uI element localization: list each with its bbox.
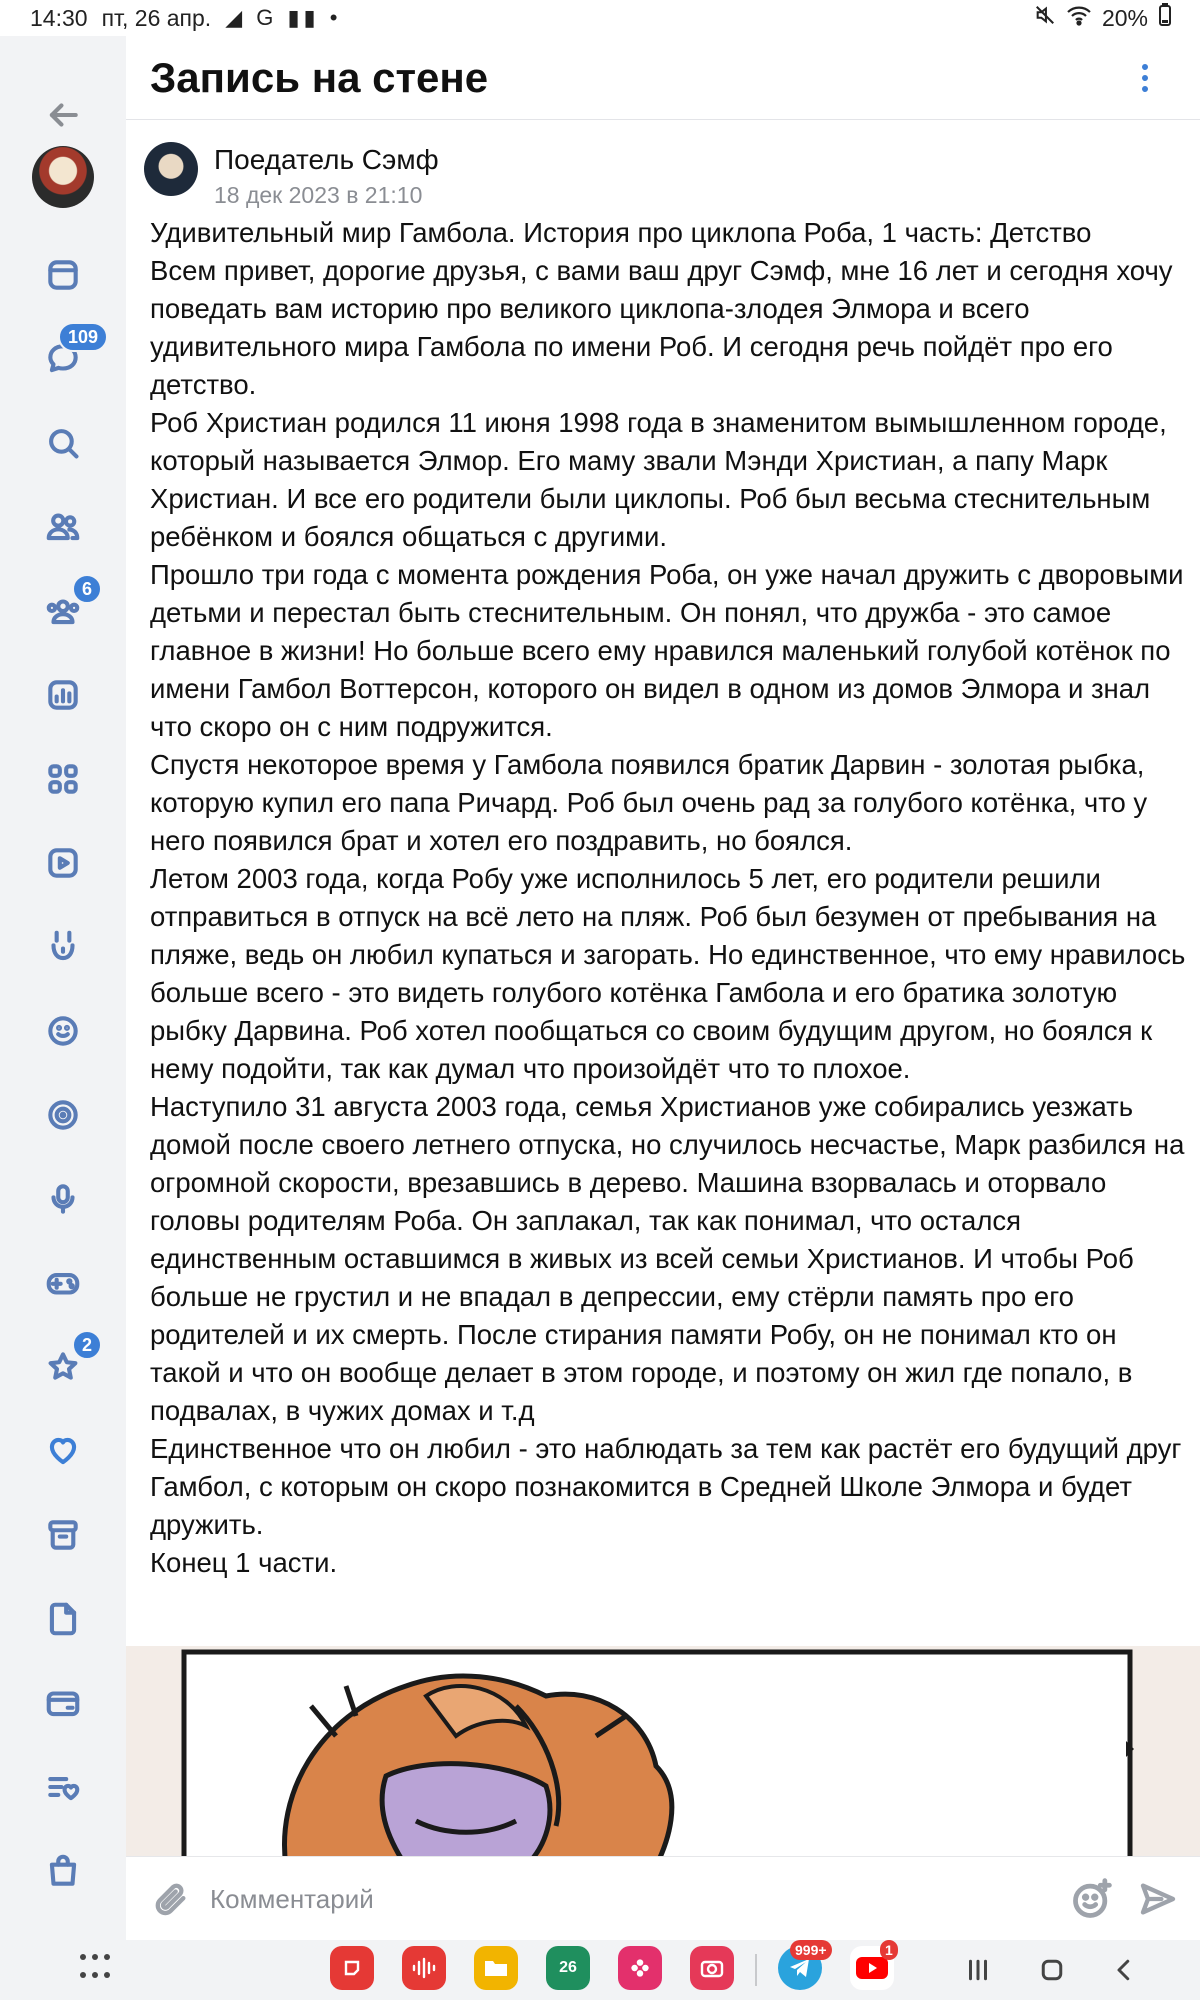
sidebar-item-payments[interactable] (32, 1672, 94, 1734)
comment-input[interactable] (210, 1875, 1010, 1923)
messages-badge: 109 (58, 322, 108, 352)
post-image[interactable] (126, 1646, 1200, 1866)
sidebar-item-podcasts[interactable] (32, 1168, 94, 1230)
feed-icon (44, 256, 82, 294)
back-button[interactable] (32, 84, 94, 146)
post-paragraph: Летом 2003 года, когда Робу уже исполнилось 5 лет, его родители решили отправиться в отпуск на всё лето на пляж. Роб был безумен от пребывания на пляже, ведь он любил купаться и загорать. Но единственное, что ему нравилось больше всего - это видеть голубого котёнка Гамбола и его братика золотую рыбку Дарвина. Роб хотел пообщаться со своим будущим другом, но боялся к нему подойти, так как думал что произойдёт что то плохое. (150, 863, 1186, 1084)
sidebar-item-feed[interactable] (32, 244, 94, 306)
sidebar-item-liked[interactable] (32, 1420, 94, 1482)
app-camera-icon[interactable] (690, 1946, 734, 1990)
recent-apps-button[interactable] (958, 1950, 998, 1990)
friends-icon (44, 508, 82, 546)
bookmarks-badge: 2 (72, 1330, 102, 1360)
app-youtube-icon[interactable] (850, 1942, 894, 1990)
post-paragraph: Единственное что он любил - это наблюдать за тем как растёт его будущий друг Гамбол, с которым он скоро познакомится в Средней Школе Элмора и будет дружить. (150, 1433, 1182, 1540)
heart-icon (44, 1432, 82, 1470)
system-navbar (0, 1940, 1200, 2000)
battery-icon (1158, 3, 1172, 33)
attach-button[interactable] (150, 1879, 190, 1919)
arrow-left-icon (44, 96, 82, 134)
status-time: 14:30 (30, 4, 88, 31)
recents-icon (963, 1955, 993, 1985)
system-back-button[interactable] (1104, 1950, 1144, 1990)
post-paragraph: Спустя некоторое время у Гамбола появился братик Дарвин - золотая рыбка, которую купил его папа Ричард. Роб был очень рад за голубого котёнка, что у него появился брат и хотел его поздравить, но боялся. (150, 749, 1148, 856)
statistics-icon (44, 676, 82, 714)
mute-icon (1034, 4, 1056, 32)
app-voice-recorder-icon[interactable] (402, 1946, 446, 1990)
app-calendar-icon[interactable] (546, 1946, 590, 1990)
sidebar-item-statistics[interactable] (32, 664, 94, 726)
main-content (126, 36, 1200, 1940)
sidebar-item-messages[interactable] (32, 326, 99, 390)
profile-avatar[interactable] (32, 146, 94, 208)
sidebar-item-stickers[interactable] (32, 1000, 94, 1062)
app-telegram-icon[interactable] (778, 1942, 827, 1990)
gamepad-icon (44, 1264, 82, 1302)
sidebar-item-search[interactable] (32, 412, 94, 474)
youtube-badge: 1 (880, 1940, 898, 1960)
emoji-plus-icon (1070, 1877, 1114, 1921)
app-files-icon[interactable] (474, 1946, 518, 1990)
post-paragraph: Прошло три года с момента рождения Роба, он уже начал дружить с дворовыми детьми и перестал быть стеснительным. Он понял, что дружба - это самое главное в жизни! Но больше всего ему нравился маленький голубой котёнок по имени Гамбол Воттерсон, которого он видел в одном из домов Элмора и знал что скоро он с ним подружится. (150, 559, 1184, 742)
smile-icon (44, 1012, 82, 1050)
notification-icons: ◢ G ▮▮ • (225, 5, 342, 30)
send-button[interactable] (1138, 1879, 1178, 1919)
home-button[interactable] (1032, 1950, 1072, 1990)
communities-badge: 6 (72, 574, 102, 604)
author-name[interactable]: Поедатель Сэмф (214, 144, 439, 175)
sidebar-item-market[interactable] (32, 1840, 94, 1902)
podcast-icon (44, 1180, 82, 1218)
sidebar-item-clips[interactable] (32, 916, 94, 978)
sidebar-item-video[interactable] (32, 832, 94, 894)
apps-grid-icon (44, 760, 82, 798)
sidebar-item-documents[interactable] (32, 1588, 94, 1650)
cartoon-illustration (126, 1646, 1200, 1866)
sidebar-item-communities[interactable] (32, 580, 94, 642)
emoji-button[interactable] (1070, 1877, 1114, 1921)
chevron-left-icon (1109, 1955, 1139, 1985)
post-paragraph: Всем привет, дорогие друзья, с вами ваш друг Сэмф, мне 16 лет и сегодня хочу поведать вам историю про великого циклопа-злодея Элмора и всего удивительного мира Гамбола по имени Роб. И сегодня речь пойдёт про его детство. (150, 255, 1173, 400)
home-icon (1037, 1955, 1067, 1985)
app-notes-icon[interactable] (330, 1946, 374, 1990)
battery-level: 20% (1101, 4, 1148, 31)
sidebar-item-bookmarks[interactable] (32, 1336, 94, 1398)
author-avatar[interactable] (144, 142, 198, 196)
header (126, 36, 1200, 120)
video-icon (44, 844, 82, 882)
post-paragraph: Удивительный мир Гамбола. История про циклопа Роба, 1 часть: Детство (150, 217, 1092, 248)
card-icon (44, 1684, 82, 1722)
list-heart-icon (44, 1768, 82, 1806)
sidebar-item-ads[interactable] (32, 1084, 94, 1146)
more-dots-icon (1142, 64, 1148, 70)
post-date: 18 дек 2023 в 21:10 (214, 182, 423, 208)
shopping-bag-icon (44, 1852, 82, 1890)
status-bar (0, 0, 1200, 36)
send-icon (1138, 1879, 1178, 1919)
post-paragraph: Роб Христиан родился 11 июня 1998 года в знаменитом вымышленном городе, который называется Элмор. Его маму звали Мэнди Христиан, а папу Марк Христиан. И все его родители были циклопы. Роб был весьма стеснительным ребёнком и боялся общаться с другими. (150, 407, 1167, 552)
dock-divider (755, 1954, 757, 1986)
sidebar-item-archive[interactable] (32, 1504, 94, 1566)
calendar-day: 26 (559, 1959, 577, 1976)
sidebar-item-wishlist[interactable] (32, 1756, 94, 1818)
search-icon (44, 424, 82, 462)
post-paragraph: Конец 1 части. (150, 1547, 338, 1578)
app-drawer-button[interactable] (80, 1954, 110, 1984)
status-date: пт, 26 апр. (101, 4, 212, 31)
document-icon (44, 1600, 82, 1638)
page-title: Запись на стене (150, 54, 489, 101)
wifi-icon (1066, 4, 1092, 32)
post-text (150, 214, 1190, 1582)
sidebar-item-services[interactable] (32, 748, 94, 810)
post-paragraph: Наступило 31 августа 2003 года, семья Христианов уже собирались уезжать домой после своего летнего отпуска, но случилось несчастье, Марк разбился на огромной скорости, врезавшись в дерево. Машина взорвалась и оторвало головы родителям Роба. Он заплакал, так как понимал, что остался единственным оставшимся в живых из всей семьи Христианов. И чтобы Роб больше не грустил и не впадал в депрессии, ему стёрли память про его родителей и их смерть. После стирания памяти Робу, он не понимал кто он такой и что он вообще делает в этом городе, и поэтому он жил где попало, в подвалах, в чужих домах и т.д (150, 1091, 1185, 1426)
archive-icon (44, 1516, 82, 1554)
sidebar (0, 36, 126, 1940)
telegram-badge: 999+ (790, 1940, 832, 1960)
sidebar-item-friends[interactable] (32, 496, 94, 558)
clips-icon (44, 928, 82, 966)
sidebar-item-games[interactable] (32, 1252, 94, 1314)
comment-bar (126, 1856, 1200, 1940)
target-icon (44, 1096, 82, 1134)
paperclip-icon (150, 1879, 190, 1919)
more-options-button[interactable] (1130, 58, 1160, 98)
app-gallery-icon[interactable] (618, 1946, 662, 1990)
